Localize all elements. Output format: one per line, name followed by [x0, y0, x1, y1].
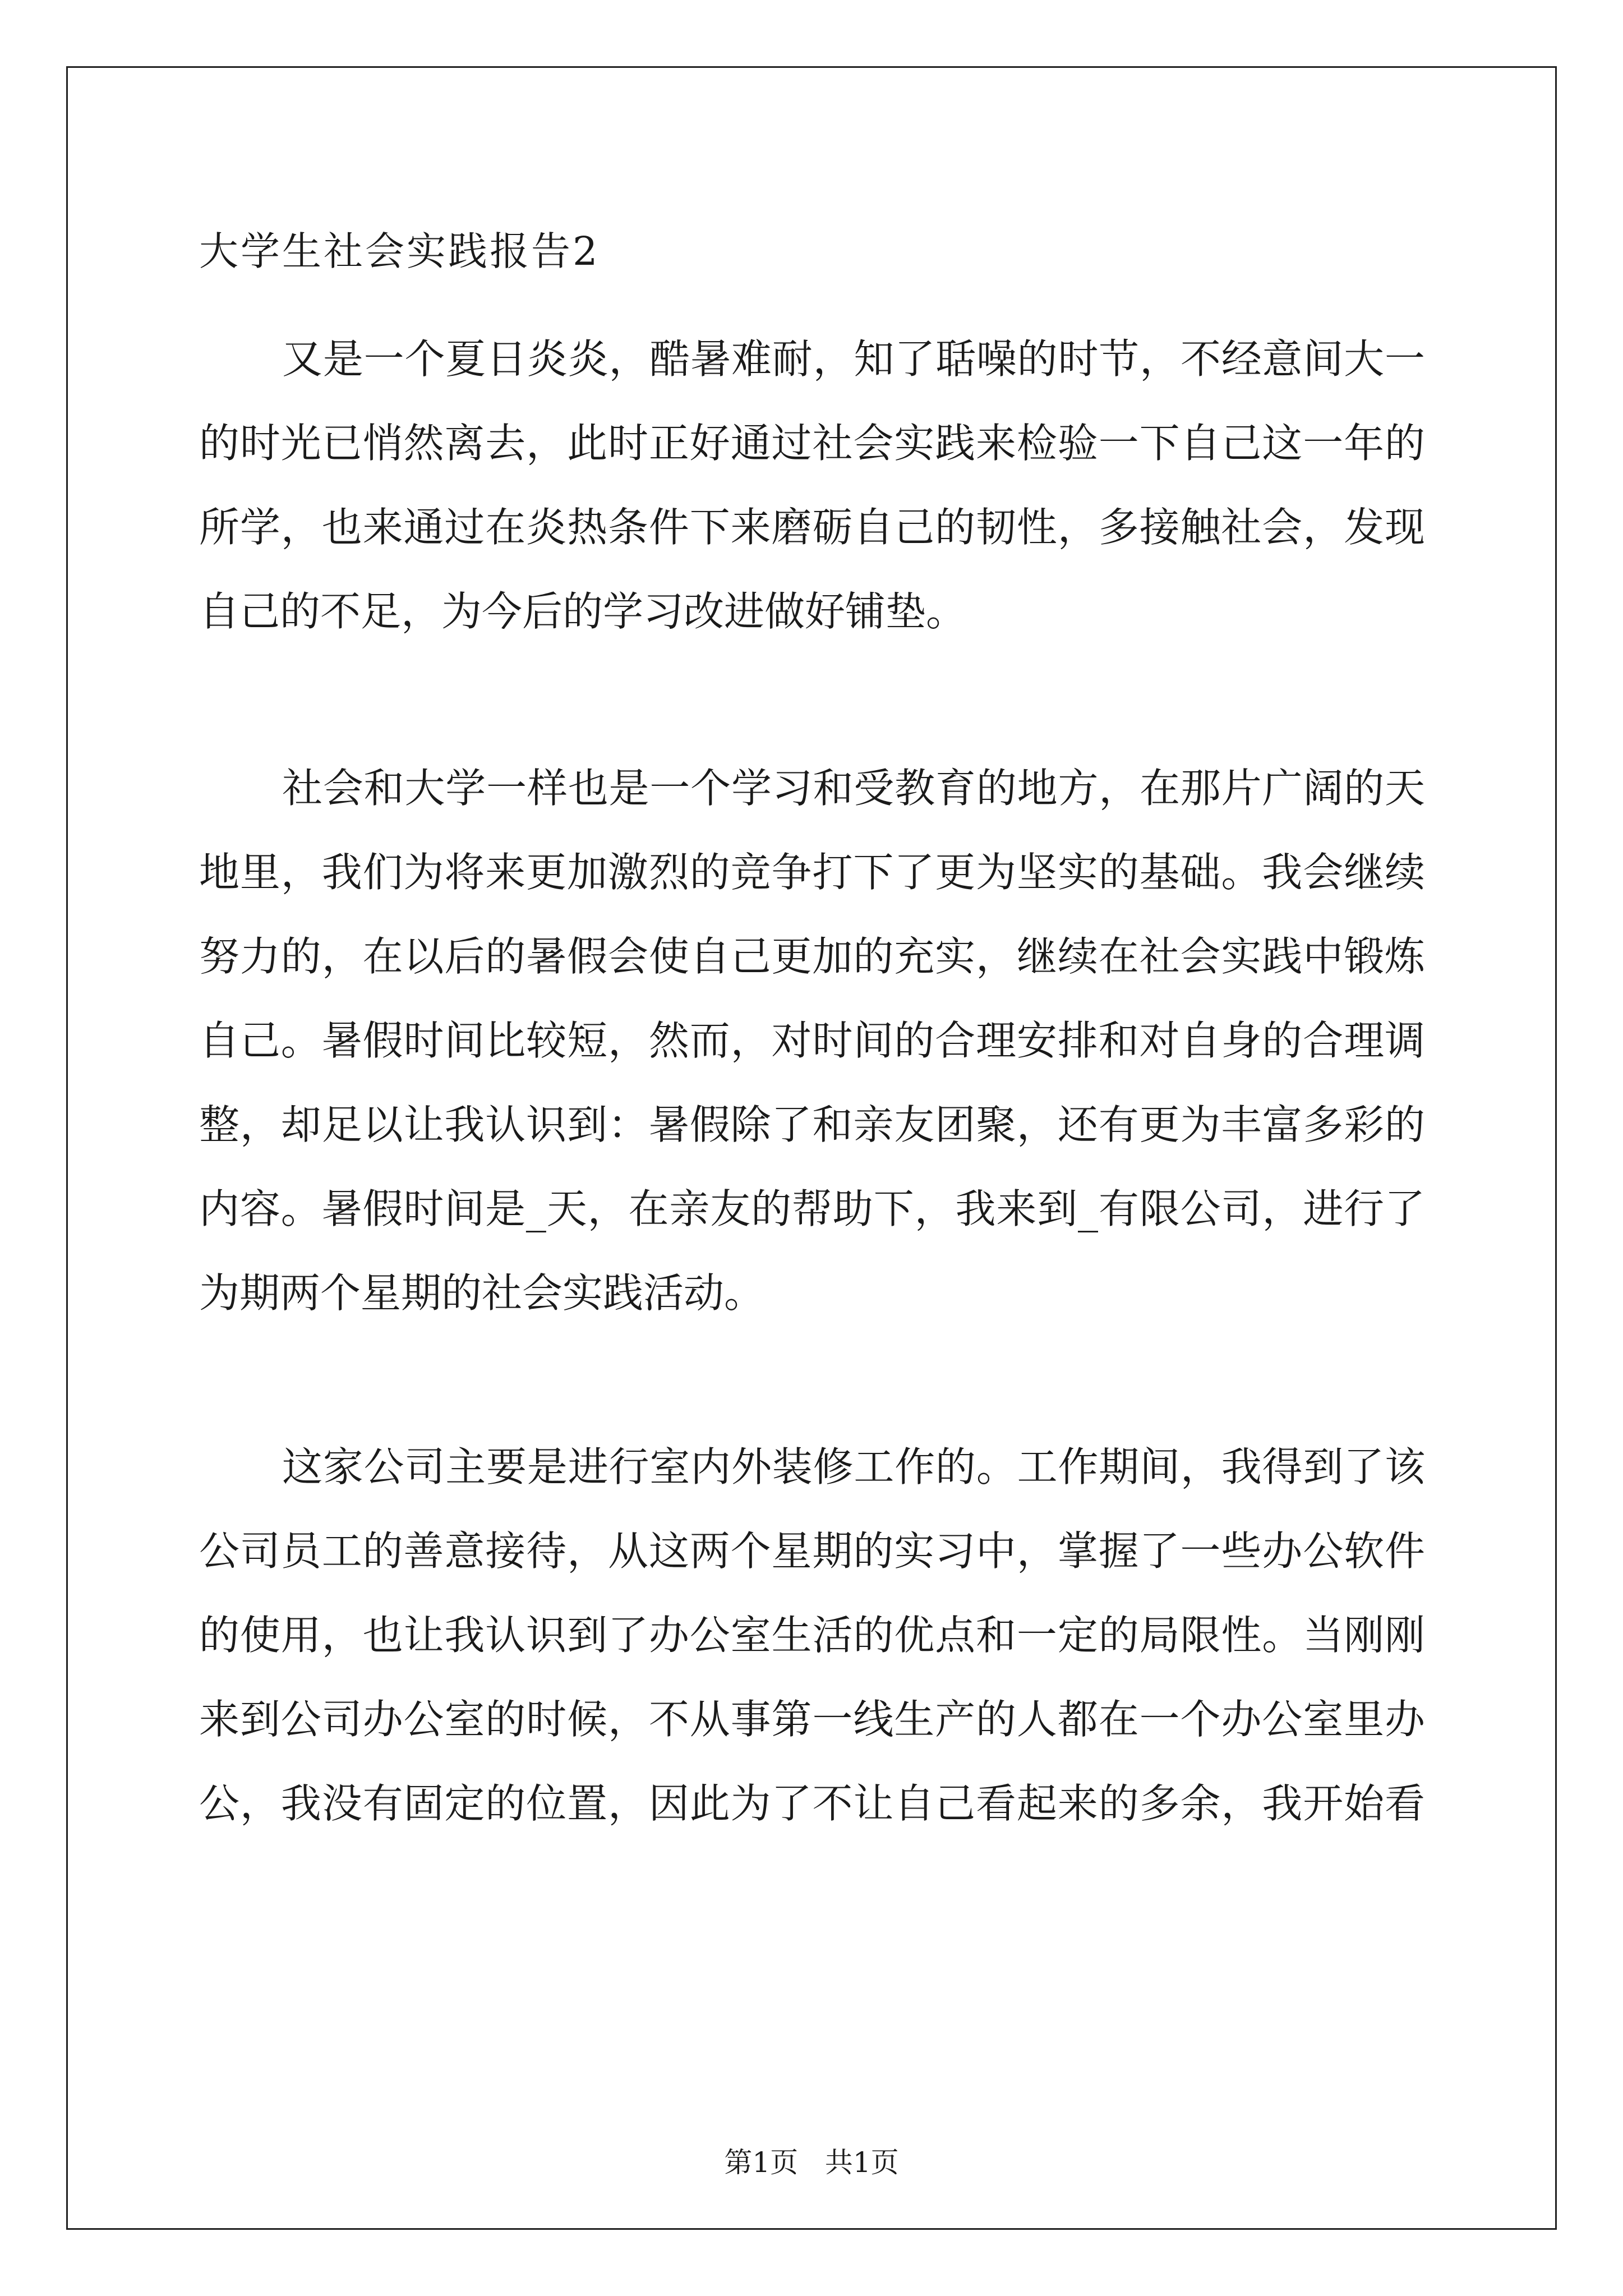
paragraph-2-line-3: 努力的，在以后的暑假会使自己更加的充实，继续在社会实践中锻炼 [199, 933, 1425, 980]
paragraph-3-line-2: 公司员工的善意接待，从这两个星期的实习中，掌握了一些办公软件 [199, 1527, 1425, 1575]
paragraph-3-line-3: 的使用，也让我认识到了办公室生活的优点和一定的局限性。当刚刚 [199, 1612, 1425, 1659]
paragraph-3-line-4: 来到公司办公室的时候，不从事第一线生产的人都在一个办公室里办 [199, 1696, 1425, 1743]
paragraph-1-line-1: 又是一个夏日炎炎，酷暑难耐，知了聒噪的时节，不经意间大一 [282, 335, 1425, 383]
paragraph-2-line-4: 自己。暑假时间比较短，然而，对时间的合理安排和对自身的合理调 [199, 1017, 1425, 1064]
paragraph-1-line-2: 的时光已悄然离去，此时正好通过社会实践来检验一下自己这一年的 [199, 420, 1425, 467]
paragraph-1-line-4: 自己的不足，为今后的学习改进做好铺垫。 [199, 588, 967, 635]
paragraph-2-line-2: 地里，我们为将来更加激烈的竞争打下了更为坚实的基础。我会继续 [199, 849, 1425, 896]
paragraph-2-line-5: 整，却足以让我认识到：暑假除了和亲友团聚，还有更为丰富多彩的 [199, 1101, 1425, 1148]
paragraph-3-line-1: 这家公司主要是进行室内外装修工作的。工作期间，我得到了该 [282, 1443, 1425, 1490]
paragraph-3-line-5: 公，我没有固定的位置，因此为了不让自己看起来的多余，我开始看 [199, 1780, 1425, 1827]
paragraph-2-line-7: 为期两个星期的社会实践活动。 [199, 1269, 765, 1317]
paragraph-2-line-6: 内容。暑假时间是_天，在亲友的帮助下，我来到_有限公司，进行了 [199, 1185, 1425, 1232]
paragraph-2-line-1: 社会和大学一样也是一个学习和受教育的地方，在那片广阔的天 [282, 765, 1425, 812]
paragraph-1-line-3: 所学，也来通过在炎热条件下来磨砺自己的韧性，多接触社会，发现 [199, 504, 1425, 551]
page-number-footer: 第1页 共1页 [724, 2146, 899, 2179]
document-title: 大学生社会实践报告2 [199, 228, 600, 274]
